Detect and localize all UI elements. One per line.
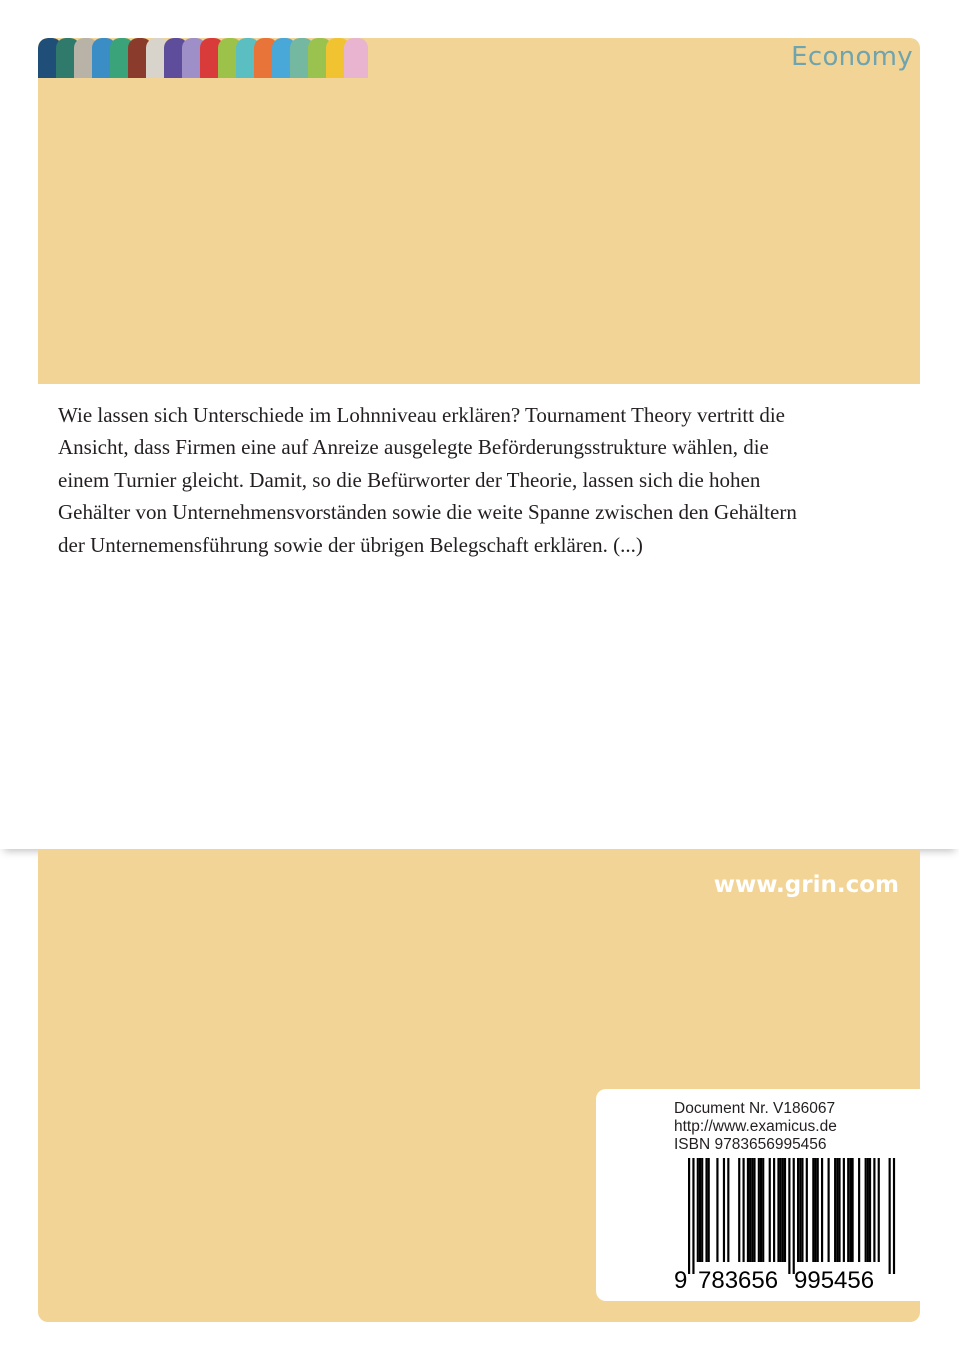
barcode-bar bbox=[758, 1158, 760, 1262]
barcode-bar bbox=[782, 1158, 784, 1262]
barcode-bar bbox=[753, 1158, 755, 1262]
barcode-bar bbox=[878, 1158, 880, 1262]
barcode-bar bbox=[688, 1158, 690, 1274]
blurb-line-5: der Unternemensführung sowie der übrigen Belegschaft erklären. (...) bbox=[58, 532, 643, 557]
barcode-bar bbox=[788, 1158, 790, 1274]
blurb-text bbox=[58, 399, 908, 561]
barcode-bar bbox=[697, 1158, 699, 1262]
blurb-line-2: Ansicht, dass Firmen eine auf Anreize ausgelegte Beförderungsstrukture wählen, die bbox=[58, 435, 769, 460]
color-stripe bbox=[344, 38, 368, 78]
publication-info bbox=[674, 1100, 837, 1154]
barcode-bar bbox=[769, 1158, 771, 1262]
barcode-bar bbox=[889, 1158, 891, 1274]
barcode bbox=[674, 1158, 896, 1274]
barcode-bar bbox=[738, 1158, 740, 1262]
barcode-bar bbox=[838, 1158, 840, 1262]
barcode-bar bbox=[806, 1158, 808, 1262]
barcode-bar bbox=[708, 1158, 710, 1262]
publisher-url: http://www.examicus.de bbox=[674, 1118, 837, 1135]
barcode-bar bbox=[858, 1158, 860, 1262]
barcode-bar bbox=[749, 1158, 751, 1262]
barcode-bar bbox=[828, 1158, 830, 1262]
barcode-bar bbox=[797, 1158, 799, 1262]
barcode-bar bbox=[701, 1158, 703, 1262]
barcode-bar bbox=[814, 1158, 816, 1262]
blurb-line-3: einem Turnier gleicht. Damit, so die Befürworter der Theorie, lassen sich die hohen bbox=[58, 467, 761, 492]
isbn-label: ISBN 9783656995456 bbox=[674, 1136, 827, 1153]
barcode-bar bbox=[852, 1158, 854, 1262]
cover-top-panel bbox=[38, 38, 920, 384]
barcode-bar bbox=[893, 1158, 895, 1274]
barcode-digits-right: 995456 bbox=[794, 1267, 875, 1294]
barcode-bar bbox=[777, 1158, 779, 1262]
barcode-bar bbox=[799, 1158, 801, 1262]
barcode-bar bbox=[793, 1158, 795, 1274]
barcode-bar bbox=[692, 1158, 694, 1274]
barcode-bar bbox=[743, 1158, 745, 1262]
barcode-bar bbox=[705, 1158, 707, 1262]
barcode-bar bbox=[873, 1158, 875, 1262]
barcode-bar bbox=[821, 1158, 823, 1262]
blurb-line-1: Wie lassen sich Unterschiede im Lohnniveau erklären? Tournament Theory vertritt die bbox=[58, 403, 785, 427]
publisher-website: www.grin.com bbox=[713, 872, 899, 898]
barcode-bar bbox=[869, 1158, 871, 1262]
barcode-digit-lead: 9 bbox=[674, 1267, 688, 1294]
barcode-bar bbox=[760, 1158, 762, 1262]
barcode-bar bbox=[836, 1158, 838, 1262]
barcode-bar bbox=[716, 1158, 718, 1262]
barcode-bar bbox=[849, 1158, 851, 1262]
barcode-bar bbox=[817, 1158, 819, 1262]
barcode-bar bbox=[727, 1158, 729, 1262]
document-number: Document Nr. V186067 bbox=[674, 1100, 836, 1117]
color-stripes bbox=[38, 38, 378, 78]
barcode-bar bbox=[784, 1158, 786, 1262]
barcode-bar bbox=[751, 1158, 753, 1262]
barcode-bar bbox=[773, 1158, 775, 1262]
barcode-bar bbox=[762, 1158, 764, 1262]
barcode-bar bbox=[780, 1158, 782, 1262]
barcode-bar bbox=[747, 1158, 749, 1262]
barcode-bar bbox=[812, 1158, 814, 1262]
barcode-bar bbox=[723, 1158, 725, 1262]
category-label: Economy bbox=[791, 42, 913, 72]
barcode-bar bbox=[699, 1158, 701, 1262]
barcode-digits-left: 783656 bbox=[698, 1267, 779, 1294]
barcode-bar bbox=[847, 1158, 849, 1262]
barcode-bar bbox=[867, 1158, 869, 1262]
barcode-bar bbox=[843, 1158, 845, 1262]
blurb-line-4: Gehälter von Unternehmensvorständen sowie die weite Spanne zwischen den Gehältern bbox=[58, 500, 797, 525]
barcode-bar bbox=[834, 1158, 836, 1262]
barcode-bar bbox=[865, 1158, 867, 1262]
barcode-digits bbox=[674, 1267, 896, 1293]
barcode-bar bbox=[801, 1158, 803, 1262]
